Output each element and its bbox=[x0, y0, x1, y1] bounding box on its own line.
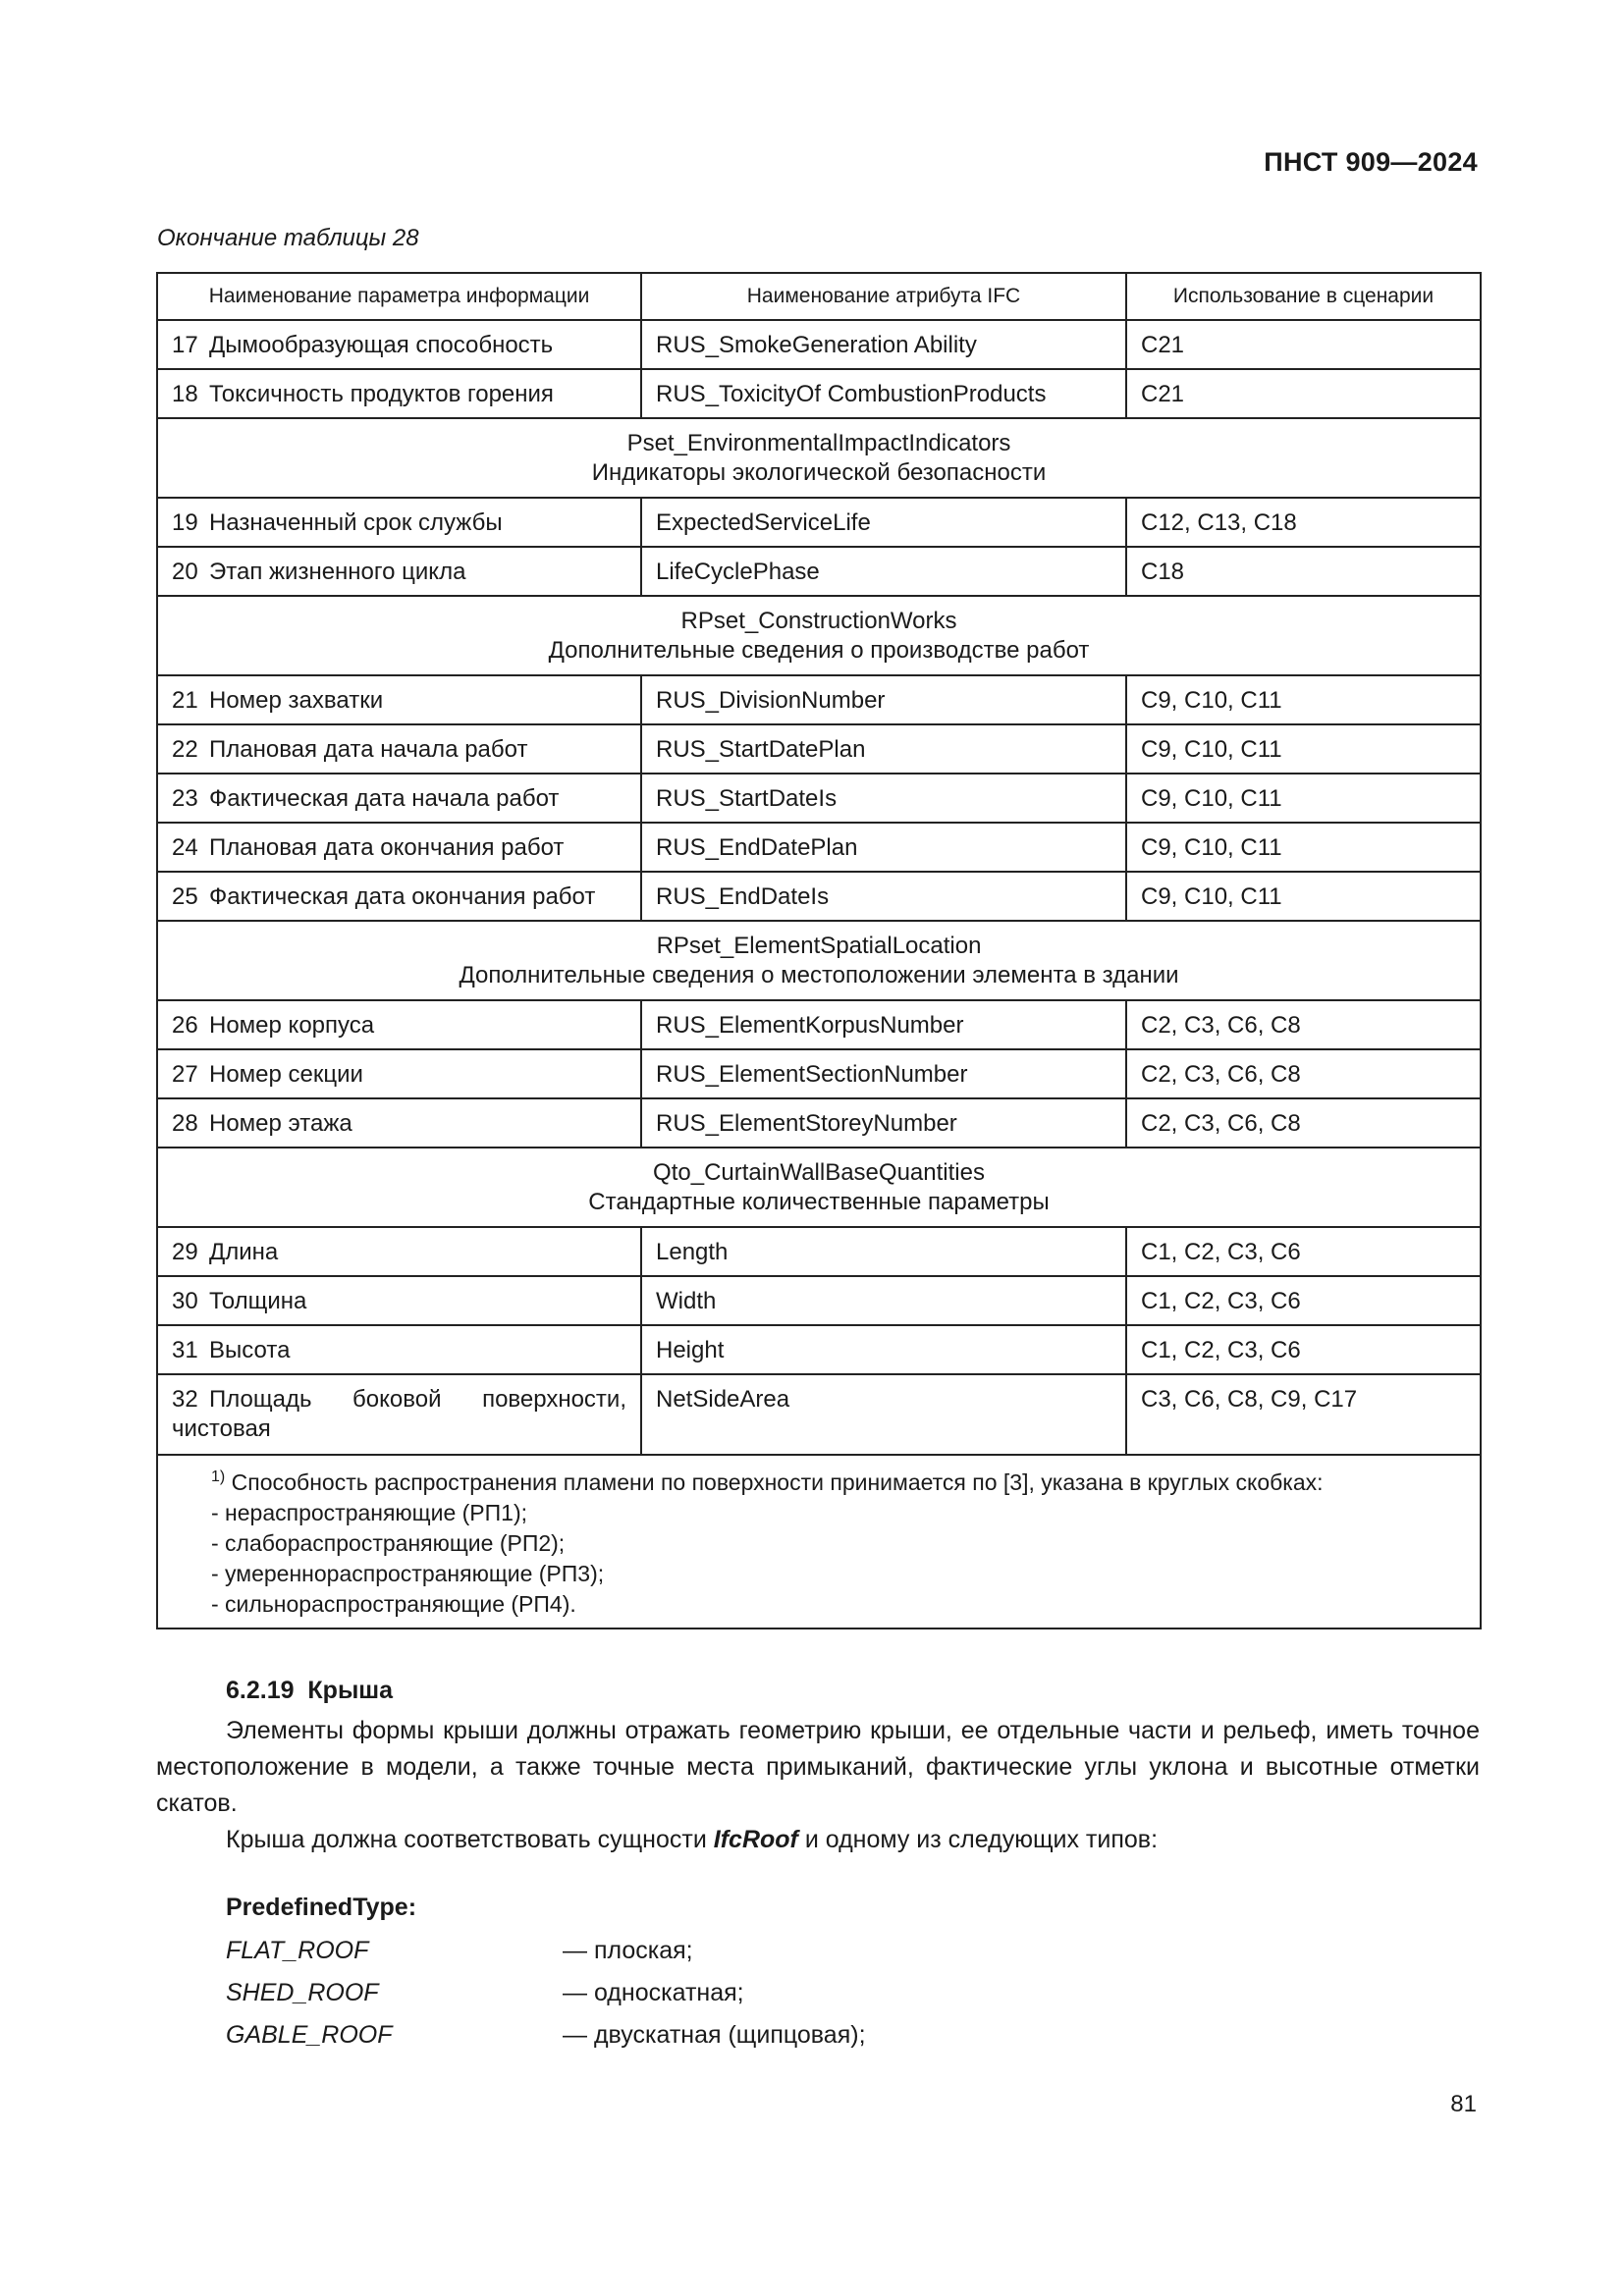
row-number: 28 bbox=[172, 1110, 198, 1137]
row-number: 17 bbox=[172, 332, 198, 358]
ifc-attribute-cell: RUS_ElementKorpusNumber bbox=[641, 1000, 1126, 1049]
table-row bbox=[157, 724, 1481, 774]
usage-cell: C2, C3, C6, C8 bbox=[1126, 1000, 1481, 1049]
row-number: 27 bbox=[172, 1061, 198, 1088]
group-subtitle: Индикаторы экологической безопасности bbox=[591, 459, 1047, 486]
group-title: Pset_EnvironmentalImpactIndicators bbox=[626, 430, 1011, 456]
ifc-attribute-cell: Width bbox=[641, 1276, 1126, 1325]
parameter-name: Фактическая дата начала работ bbox=[209, 785, 560, 812]
parameter-name: Номер захватки bbox=[209, 687, 384, 714]
table-body bbox=[157, 320, 1481, 1629]
table-row bbox=[157, 872, 1481, 921]
group-cell bbox=[157, 596, 1481, 675]
ifc-attribute-cell: RUS_EndDateIs bbox=[641, 872, 1126, 921]
parameter-name: Номер секции bbox=[209, 1061, 363, 1088]
ifc-attribute-cell: RUS_StartDatePlan bbox=[641, 724, 1126, 774]
type-item bbox=[226, 1979, 1110, 2015]
table-row bbox=[157, 369, 1481, 418]
type-item bbox=[226, 2021, 1110, 2057]
table-row bbox=[157, 1276, 1481, 1325]
parameter-cell bbox=[157, 1227, 641, 1276]
table-row bbox=[157, 547, 1481, 596]
entity-name: IfcRoof bbox=[713, 1826, 798, 1853]
page-number: 81 bbox=[1450, 2091, 1477, 2117]
type-code: GABLE_ROOF bbox=[226, 2021, 393, 2049]
parameters-table bbox=[156, 272, 1482, 1629]
usage-cell: C1, C2, C3, C6 bbox=[1126, 1276, 1481, 1325]
row-number: 32 bbox=[172, 1386, 198, 1413]
parameter-name: Площадь боковой поверхности, чистовая bbox=[172, 1386, 626, 1442]
ifc-attribute-cell: Length bbox=[641, 1227, 1126, 1276]
parameter-name: Номер этажа bbox=[209, 1110, 352, 1137]
parameter-cell bbox=[157, 774, 641, 823]
group-cell bbox=[157, 1148, 1481, 1227]
parameter-cell bbox=[157, 823, 641, 872]
ifc-attribute-cell: ExpectedServiceLife bbox=[641, 498, 1126, 547]
ifc-attribute-cell: Height bbox=[641, 1325, 1126, 1374]
table-group-row bbox=[157, 1148, 1481, 1227]
table-header-row bbox=[157, 273, 1481, 320]
paragraph-roof-entity: Крыша должна соответствовать сущности IfcRoof и одному из следующих типов: bbox=[226, 1826, 1159, 1853]
parameter-name: Токсичность продуктов горения bbox=[209, 381, 554, 407]
group-subtitle: Дополнительные сведения о местоположении элемента в здании bbox=[459, 962, 1179, 988]
ifc-attribute-cell: NetSideArea bbox=[641, 1374, 1126, 1455]
usage-cell: C21 bbox=[1126, 369, 1481, 418]
table-row bbox=[157, 1374, 1481, 1455]
type-code: SHED_ROOF bbox=[226, 1979, 379, 2006]
usage-cell: C9, C10, C11 bbox=[1126, 675, 1481, 724]
ifc-attribute-cell: RUS_StartDateIs bbox=[641, 774, 1126, 823]
usage-cell: C2, C3, C6, C8 bbox=[1126, 1098, 1481, 1148]
row-number: 20 bbox=[172, 559, 198, 585]
parameter-cell bbox=[157, 724, 641, 774]
table-row bbox=[157, 1049, 1481, 1098]
parameter-name: Длина bbox=[209, 1239, 279, 1265]
row-number: 31 bbox=[172, 1337, 198, 1363]
table-group-row bbox=[157, 921, 1481, 1000]
usage-cell: C9, C10, C11 bbox=[1126, 872, 1481, 921]
table-caption: Окончание таблицы 28 bbox=[157, 225, 419, 251]
footnote-item: - умереннораспространяющие (РП3); bbox=[211, 1561, 605, 1586]
footnote-item: - сильнораспространяющие (РП4). bbox=[211, 1591, 576, 1617]
group-title: RPset_ElementSpatialLocation bbox=[656, 933, 982, 959]
footnote-item: - слабораспространяющие (РП2); bbox=[211, 1530, 566, 1556]
group-subtitle: Стандартные количественные параметры bbox=[588, 1189, 1050, 1215]
parameter-cell bbox=[157, 675, 641, 724]
table-row bbox=[157, 675, 1481, 724]
predefined-type-title: PredefinedType: bbox=[226, 1894, 417, 1921]
parameter-cell bbox=[157, 872, 641, 921]
parameter-name: Назначенный срок службы bbox=[209, 509, 503, 536]
group-cell bbox=[157, 921, 1481, 1000]
parameter-cell bbox=[157, 1049, 641, 1098]
usage-cell: C12, C13, C18 bbox=[1126, 498, 1481, 547]
section-title: Крыша bbox=[307, 1677, 394, 1704]
row-number: 21 bbox=[172, 687, 198, 714]
parameter-cell bbox=[157, 369, 641, 418]
row-number: 23 bbox=[172, 785, 198, 812]
parameter-cell bbox=[157, 1325, 641, 1374]
parameter-name: Дымообразующая способность bbox=[209, 332, 554, 358]
type-code: FLAT_ROOF bbox=[226, 1937, 369, 1964]
type-item bbox=[226, 1937, 1110, 1973]
table-footnote-row bbox=[157, 1455, 1481, 1629]
parameter-name: Номер корпуса bbox=[209, 1012, 375, 1039]
group-subtitle: Дополнительные сведения о производстве работ bbox=[548, 637, 1090, 664]
parameter-cell bbox=[157, 1374, 641, 1455]
group-cell bbox=[157, 418, 1481, 498]
group-title: RPset_ConstructionWorks bbox=[680, 608, 957, 634]
usage-cell: C9, C10, C11 bbox=[1126, 774, 1481, 823]
row-number: 19 bbox=[172, 509, 198, 536]
column-header-ifc-attribute: Наименование атрибута IFC bbox=[641, 273, 1126, 320]
section-heading bbox=[226, 1677, 393, 1705]
parameter-name: Этап жизненного цикла bbox=[209, 559, 466, 585]
parameter-cell bbox=[157, 498, 641, 547]
parameter-cell bbox=[157, 547, 641, 596]
table-row bbox=[157, 774, 1481, 823]
table-row bbox=[157, 823, 1481, 872]
table-row bbox=[157, 1000, 1481, 1049]
ifc-attribute-cell: LifeCyclePhase bbox=[641, 547, 1126, 596]
parameter-name: Толщина bbox=[209, 1288, 307, 1314]
parameter-cell bbox=[157, 320, 641, 369]
parameter-name: Фактическая дата окончания работ bbox=[209, 883, 596, 910]
ifc-attribute-cell: RUS_ElementStoreyNumber bbox=[641, 1098, 1126, 1148]
usage-cell: C1, C2, C3, C6 bbox=[1126, 1325, 1481, 1374]
row-number: 22 bbox=[172, 736, 198, 763]
parameter-cell bbox=[157, 1098, 641, 1148]
ifc-attribute-cell: RUS_DivisionNumber bbox=[641, 675, 1126, 724]
parameter-name: Плановая дата начала работ bbox=[209, 736, 528, 763]
row-number: 25 bbox=[172, 883, 198, 910]
group-title: Qto_CurtainWallBaseQuantities bbox=[653, 1159, 985, 1186]
footnote-item: - нераспространяющие (РП1); bbox=[211, 1500, 528, 1525]
footnote-mark: 1) bbox=[211, 1468, 226, 1485]
table-row bbox=[157, 1325, 1481, 1374]
column-header-usage: Использование в сценарии bbox=[1126, 273, 1481, 320]
parameter-cell bbox=[157, 1000, 641, 1049]
type-description: — плоская; bbox=[563, 1937, 693, 1964]
ifc-attribute-cell: RUS_EndDatePlan bbox=[641, 823, 1126, 872]
table-row bbox=[157, 1227, 1481, 1276]
parameter-cell bbox=[157, 1276, 641, 1325]
row-number: 29 bbox=[172, 1239, 198, 1265]
usage-cell: C2, C3, C6, C8 bbox=[1126, 1049, 1481, 1098]
ifc-attribute-cell: RUS_ElementSectionNumber bbox=[641, 1049, 1126, 1098]
usage-cell: C18 bbox=[1126, 547, 1481, 596]
row-number: 24 bbox=[172, 834, 198, 861]
footnote-cell bbox=[157, 1455, 1481, 1629]
table-row bbox=[157, 320, 1481, 369]
row-number: 18 bbox=[172, 381, 198, 407]
section-number: 6.2.19 bbox=[226, 1677, 295, 1704]
ifc-attribute-cell: RUS_ToxicityOf CombustionProducts bbox=[641, 369, 1126, 418]
row-number: 26 bbox=[172, 1012, 198, 1039]
table-row bbox=[157, 498, 1481, 547]
usage-cell: C21 bbox=[1126, 320, 1481, 369]
parameter-name: Высота bbox=[209, 1337, 291, 1363]
table-group-row bbox=[157, 418, 1481, 498]
row-number: 30 bbox=[172, 1288, 198, 1314]
usage-cell: C1, C2, C3, C6 bbox=[1126, 1227, 1481, 1276]
table-row bbox=[157, 1098, 1481, 1148]
usage-cell: C3, C6, C8, C9, C17 bbox=[1126, 1374, 1481, 1455]
parameter-name: Плановая дата окончания работ bbox=[209, 834, 565, 861]
document-code: ПНСТ 909—2024 bbox=[1264, 147, 1478, 177]
footnote-text: $^{1)}$ Способность распространения пламени по поверхности принимается по [3], указана в круглых скобках: bbox=[211, 1468, 1324, 1495]
type-description: — односкатная; bbox=[563, 1979, 744, 2006]
column-header-parameter: Наименование параметра информации bbox=[157, 273, 641, 320]
paragraph-roof-geometry: Элементы формы крыши должны отражать геометрию крыши, ее отдельные части и рельеф, иметь точное местоположение в модели, а также точные места примыканий, фактические углы уклона и высотные отметки скатов. bbox=[156, 1717, 1480, 1817]
ifc-attribute-cell: RUS_SmokeGeneration Ability bbox=[641, 320, 1126, 369]
usage-cell: C9, C10, C11 bbox=[1126, 724, 1481, 774]
type-description: — двускатная (щипцовая); bbox=[563, 2021, 866, 2049]
table-group-row bbox=[157, 596, 1481, 675]
usage-cell: C9, C10, C11 bbox=[1126, 823, 1481, 872]
